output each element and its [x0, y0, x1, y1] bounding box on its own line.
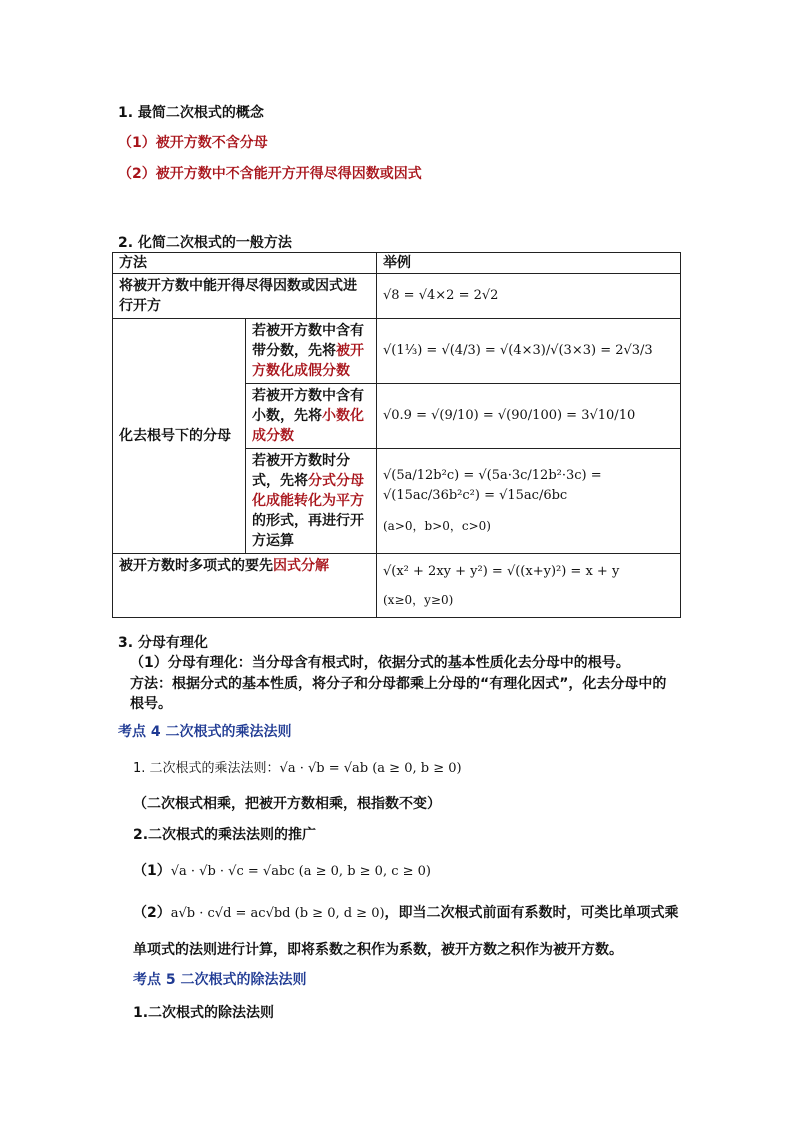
kaodian4-ext2-line2: 单项式的法则进行计算，即将系数之积作为系数，被开方数之积作为被开方数。 [133, 942, 623, 958]
row4-red: 分式分母化成能转化为平方 [252, 473, 364, 509]
section1-title: 1. 最简二次根式的概念 [118, 105, 264, 121]
row2-method [246, 319, 377, 384]
row5-method [113, 554, 377, 618]
row2-prefix: 若被开方数中含有带分数，先将 [252, 323, 364, 359]
section3-title: 3. 分母有理化 [118, 635, 208, 651]
ext1-formula: √a · √b · √c = √abc (a ≥ 0, b ≥ 0, c ≥ 0) [170, 864, 431, 879]
item2-prefix: （2）被开方数中 [118, 166, 226, 182]
kaodian4-title: 考点 4 二次根式的乘法法则 [118, 724, 292, 740]
ext1-label: （1） [133, 863, 171, 879]
ext2-formula: a√b · c√d = ac√bd (b ≥ 0, d ≥ 0) [170, 906, 385, 921]
ext2-text: ，即当二次根式前面有系数时，可类比单项式乘 [384, 905, 679, 921]
group-label: 化去根号下的分母 [113, 319, 246, 554]
method-table [112, 252, 681, 618]
row3-prefix: 若被开方数中含有小数，先将 [252, 388, 364, 424]
kaodian5-title: 考点 5 二次根式的除法法则 [133, 972, 307, 988]
row5-formula: √(x² + 2xy + y²) = √((x+y)²) = x + y [383, 563, 620, 579]
row4-formula: √(5a/12b²c) = √(5a·3c/12b²·3c) = √(15ac/36b²c²) = √15ac/6bc [383, 468, 602, 503]
section1-item2 [118, 165, 422, 183]
section1-item1 [118, 134, 268, 152]
row3-method [246, 384, 377, 449]
row4-method [246, 449, 377, 554]
ext2-label: （2） [133, 905, 171, 921]
section3-line1: （1）分母有理化：当分母含有根式时，依据分式的基本性质化去分母中的根号。 [130, 655, 630, 671]
kaodian4-ext1 [133, 862, 431, 881]
row4-suffix: 的形式，再进行开方运算 [252, 513, 364, 549]
kaodian4-rule2-title: 2.二次根式的乘法法则的推广 [133, 827, 317, 843]
section3-line2: 方法：根据分式的基本性质，将分子和分母都乘上分母的“有理化因式”，化去分母中的 [130, 676, 667, 692]
row3-example: √0.9 = √(9/10) = √(90/100) = 3√10/10 [377, 384, 681, 449]
row5-example [377, 554, 681, 618]
row3-red: 小数化成分数 [252, 408, 364, 444]
section2-title: 2. 化简二次根式的一般方法 [118, 235, 292, 251]
kaodian4-ext2 [133, 904, 679, 923]
kaodian4-rule1-note: （二次根式相乘，把被开方数相乘，根指数不变） [133, 796, 441, 812]
kaodian5-rule1: 1.二次根式的除法法则 [133, 1005, 275, 1021]
row5-red: 因式分解 [273, 558, 329, 574]
item2-red: 不含能开方开得尽得因数或因式 [225, 166, 422, 182]
rule1-formula: √a · √b = √ab (a ≥ 0, b ≥ 0) [279, 761, 462, 776]
section3-line3: 根号。 [130, 696, 172, 712]
row2-example: √(1⅓) = √(4/3) = √(4×3)/√(3×3) = 2√3/3 [377, 319, 681, 384]
row5-prefix: 被开方数时多项式的要先 [119, 558, 273, 574]
header-method: 方法 [113, 253, 377, 274]
rule1-label: 1. 二次根式的乘法法则： [133, 761, 280, 776]
row4-note: (a>0，b>0，c>0) [383, 519, 491, 533]
item1-prefix: （1）被开方数 [118, 135, 212, 151]
row1-example: √8 = √4×2 = 2√2 [377, 274, 681, 319]
row4-example [377, 449, 681, 554]
item1-red: 不含分母 [211, 135, 268, 151]
row5-note: (x≥0，y≥0) [383, 592, 454, 607]
kaodian4-rule1 [133, 759, 462, 778]
row1-method: 将被开方数中能开得尽得因数或因式进行开方 [113, 274, 377, 319]
row2-red: 被开方数化成假分数 [252, 343, 364, 379]
header-example: 举例 [377, 253, 681, 274]
row4-prefix: 若被开方数时分式，先将 [252, 453, 350, 489]
